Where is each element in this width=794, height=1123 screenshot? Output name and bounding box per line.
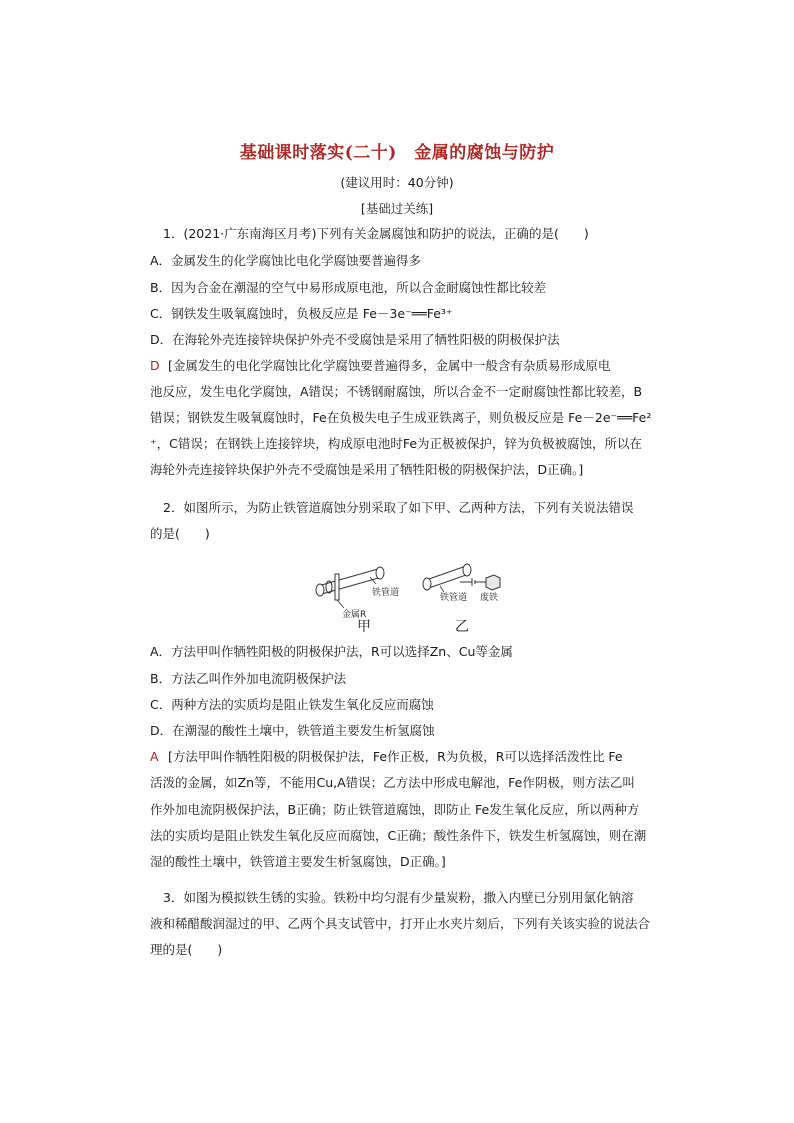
q2-option-d: D．在潮湿的酸性土壤中，铁管道主要发生析氢腐蚀	[150, 723, 435, 738]
q2-answer: A	[150, 749, 159, 764]
metal-r-label: 金属R	[342, 610, 367, 620]
q2-stem: 2．如图所示，为防止铁管道腐蚀分别采取了如下甲、乙两种方法，下列有关说法错误	[163, 500, 634, 515]
q2-explanation-line: 湿的酸性土壤中，铁管道主要发生析氢腐蚀，D正确。]	[150, 854, 446, 869]
scrap-iron-label: 废铁	[480, 593, 499, 603]
q2-option-c: C．两种方法的实质均是阻止铁发生氧化反应而腐蚀	[150, 697, 434, 712]
q1-explanation-line: 海轮外壳连接锌块保护外壳不受腐蚀是采用了牺牲阳极的阴极保护法，D正确。]	[150, 462, 584, 477]
q1-stem: 1．(2021·广东南海区月考)下列有关金属腐蚀和防护的说法，正确的是( )	[163, 226, 589, 241]
method-a-figure	[316, 567, 399, 620]
q2-stem-cont: 的是( )	[150, 526, 210, 541]
q2-option-a: A．方法甲叫作牺牲阳极的阴极保护法，R可以选择Zn、Cu等金属	[150, 644, 513, 659]
suggested-time: (建议用时：40分钟)	[340, 175, 454, 190]
section-heading: [基础过关练]	[360, 201, 434, 216]
q2-explanation-line: 作外加电流阴极保护法，B正确；防止铁管道腐蚀，即防止 Fe发生氧化反应，所以两种方	[150, 802, 640, 817]
q2-explanation-line: 活泼的金属，如Zn等，不能用Cu,A错误；乙方法中形成电解池，Fe作阴极，则方法乙叫	[150, 775, 635, 790]
q1-explanation-line: 池反应，发生电化学腐蚀，A错误；不锈钢耐腐蚀，所以合金不一定耐腐蚀性都比较差，B	[150, 384, 643, 399]
q3-stem-cont: 理的是( )	[150, 942, 223, 957]
q1-option-b: B．因为合金在潮湿的空气中易形成原电池，所以合金耐腐蚀性都比较差	[150, 280, 547, 295]
method-b-figure	[423, 564, 500, 603]
q2-explanation-line: 法的实质均是阻止铁发生氧化反应而腐蚀，C正确；酸性条件下，铁发生析氢腐蚀，则在潮	[150, 828, 647, 843]
q1-answer: D	[150, 358, 160, 373]
caption-b: 乙	[455, 619, 469, 635]
q1-explanation-line: 错误；钢铁发生吸氧腐蚀时，Fe在负极失电子生成亚铁离子，则负极反应是 Fe－2e⁻══Fe²	[150, 410, 652, 425]
q2-explanation-line: A [方法甲叫作牺牲阳极的阴极保护法，Fe作正极，R为负极，R可以选择活泼性比 Fe	[150, 749, 623, 764]
q1-option-c: C．钢铁发生吸氧腐蚀时，负极反应是 Fe－3e⁻══Fe³⁺	[150, 306, 453, 321]
q2-option-b: B．方法乙叫作外加电流阴极保护法	[150, 671, 347, 686]
q3-stem: 3．如图为模拟铁生锈的实验。铁粉中均匀混有少量炭粉，撒入内壁已分别用氯化钠溶	[163, 890, 634, 905]
q3-stem-cont: 液和稀醋酸润湿过的甲、乙两个具支试管中，打开止水夹片刻后，下列有关该实验的说法合	[150, 916, 651, 931]
q1-option-a: A．金属发生的化学腐蚀比电化学腐蚀要普遍得多	[150, 253, 422, 268]
pipe-label-b: 铁管道	[440, 593, 468, 603]
q1-option-d: D．在海轮外壳连接锌块保护外壳不受腐蚀是采用了牺牲阳极的阴极保护法	[150, 332, 560, 347]
q1-explanation-line: ⁺，C错误；在钢铁上连接锌块，构成原电池时Fe为正极被保护，锌为负极被腐蚀，所以在	[150, 436, 643, 451]
corrosion-protection-diagram	[300, 560, 520, 638]
page-title: 基础课时落实(二十) 金属的腐蚀与防护	[239, 143, 555, 163]
q1-explanation-line: D [金属发生的电化学腐蚀比化学腐蚀要普遍得多，金属中一般含有杂质易形成原电	[150, 358, 611, 373]
pipe-label-a: 铁管道	[372, 588, 400, 598]
caption-a: 甲	[357, 619, 371, 635]
